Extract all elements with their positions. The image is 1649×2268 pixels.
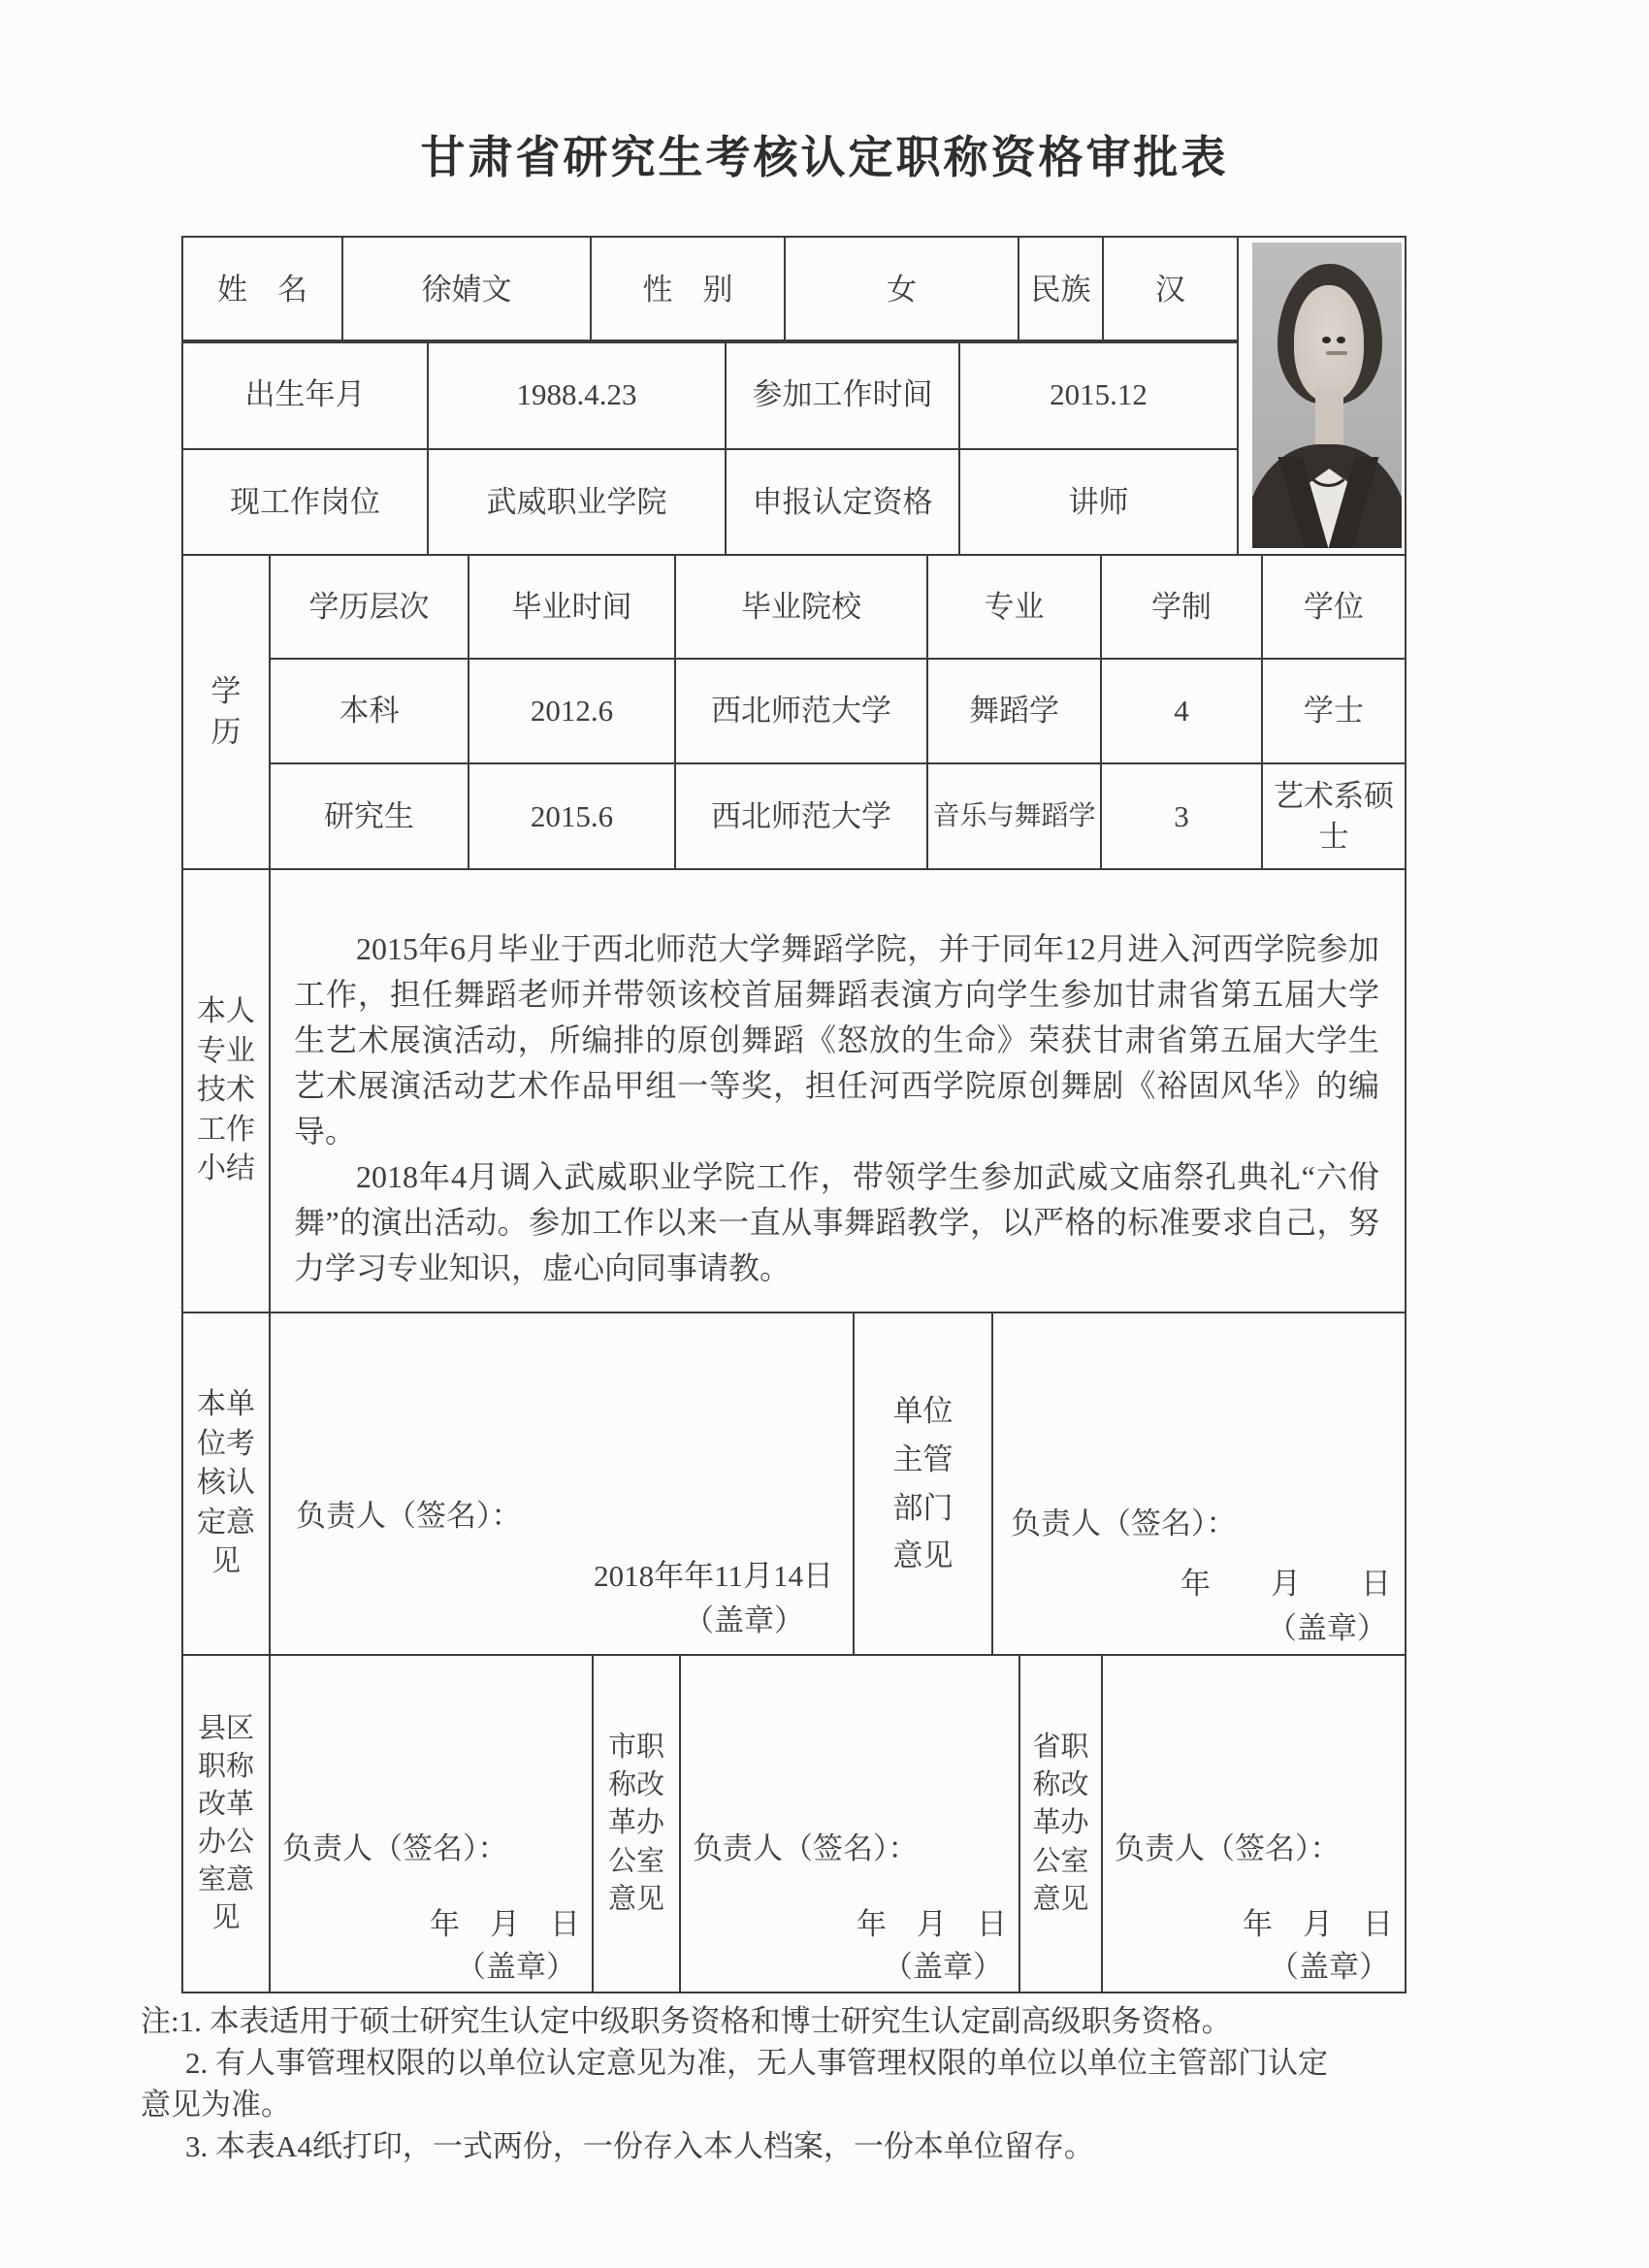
unit-opinion-label: 本单位考核认定意见 xyxy=(181,1312,271,1656)
name-label-cell: 姓 名 xyxy=(181,236,343,343)
edu-header-degree: 学位 xyxy=(1261,554,1406,660)
city-seal-label: （盖章） xyxy=(883,1950,1003,1984)
ethnic-label-cell: 民族 xyxy=(1018,236,1104,343)
unit-signer-label: 负责人（签名）： xyxy=(296,1499,522,1533)
dept-date: 年 月 日 xyxy=(1180,1567,1391,1601)
province-office-cell xyxy=(1101,1654,1406,1993)
province-signer-label: 负责人（签名）： xyxy=(1115,1831,1341,1865)
work-start-label-cell: 参加工作时间 xyxy=(725,340,960,450)
county-office-label: 县区职称改革办公室意见 xyxy=(181,1654,271,1993)
position-value-cell: 武威职业学院 xyxy=(427,448,727,556)
note-line-3: 意见为准。 xyxy=(141,2088,291,2122)
unit-opinion-cell xyxy=(269,1312,855,1656)
edu-row-bachelor-degree: 学士 xyxy=(1261,658,1406,764)
form-title: 甘肃省研究生考核认定职称资格审批表 xyxy=(420,133,1229,182)
county-date: 年 月 日 xyxy=(430,1907,580,1941)
edu-row-bachelor-duration: 4 xyxy=(1100,658,1263,764)
edu-row-bachelor-level: 本科 xyxy=(269,658,469,764)
dept-opinion-label: 单位主管部门意见 xyxy=(853,1312,993,1656)
summary-paragraph-1: 2015年6月毕业于西北师范大学舞蹈学院，并于同年12月进入河西学院参加工作，担任舞蹈老师并带领该校首届舞蹈表演方向学生参加甘肃省第五届大学生艺术展演活动，所编排的原创舞蹈《怒放的生命》荣获甘肃省第五届大学生艺术展演活动艺术作品甲组一等奖，担任河西学院原创舞剧《裕固风华》的编导。 xyxy=(294,931,1379,1149)
summary-content-cell xyxy=(269,868,1406,1313)
gender-label-cell: 性 别 xyxy=(590,236,786,343)
photo-face xyxy=(1294,285,1364,402)
dept-seal-label: （盖章） xyxy=(1267,1611,1387,1645)
note-line-1: 注:1. 本表适用于硕士研究生认定中级职务资格和博士研究生认定副高级职务资格。 xyxy=(141,2004,1232,2038)
note-line-4: 3. 本表A4纸打印，一式两份，一份存入本人档案，一份本单位留存。 xyxy=(185,2129,1094,2163)
birth-value-cell: 1988.4.23 xyxy=(427,340,727,450)
edu-header-gradtime: 毕业时间 xyxy=(468,554,676,660)
edu-row-grad-level: 研究生 xyxy=(269,762,469,870)
name-value-cell: 徐婧文 xyxy=(341,236,592,343)
photo-cell xyxy=(1237,236,1406,556)
city-office-cell xyxy=(679,1654,1020,1993)
edu-row-grad-major: 音乐与舞蹈学 xyxy=(926,762,1102,870)
unit-date: 2018年年11月14日 xyxy=(594,1559,833,1593)
edu-row-grad-duration: 3 xyxy=(1100,762,1263,870)
county-signer-label: 负责人（签名）： xyxy=(282,1831,508,1865)
gender-value-cell: 女 xyxy=(784,236,1019,343)
edu-header-major: 专业 xyxy=(926,554,1102,660)
city-signer-label: 负责人（签名）： xyxy=(693,1831,919,1865)
province-office-label: 省职称改革办公室意见 xyxy=(1018,1654,1103,1993)
unit-seal-label: （盖章） xyxy=(684,1604,804,1637)
city-office-label: 市职称改革办公室意见 xyxy=(592,1654,681,1993)
county-office-cell xyxy=(269,1654,594,1993)
edu-row-bachelor-school: 西北师范大学 xyxy=(674,658,928,764)
edu-row-grad-gradtime: 2015.6 xyxy=(468,762,676,870)
province-seal-label: （盖章） xyxy=(1269,1950,1389,1984)
summary-section-label: 本人专业技术工作小结 xyxy=(181,868,271,1313)
photo-necklace xyxy=(1306,444,1350,487)
birth-label-cell: 出生年月 xyxy=(181,340,429,450)
province-date: 年 月 日 xyxy=(1243,1907,1393,1941)
edu-header-school: 毕业院校 xyxy=(674,554,928,660)
edu-header-level: 学历层次 xyxy=(269,554,469,660)
note-line-2: 2. 有人事管理权限的以单位认定意见为准，无人事管理权限的单位以单位主管部门认定 xyxy=(185,2046,1328,2080)
edu-header-duration: 学制 xyxy=(1100,554,1263,660)
ethnic-value-cell: 汉 xyxy=(1102,236,1239,343)
summary-text xyxy=(271,870,1405,1291)
qualification-label-cell: 申报认定资格 xyxy=(725,448,960,556)
county-seal-label: （盖章） xyxy=(456,1950,576,1984)
edu-row-bachelor-gradtime: 2012.6 xyxy=(468,658,676,764)
work-start-value-cell: 2015.12 xyxy=(958,340,1239,450)
education-section-label: 学历 xyxy=(181,554,271,870)
id-photo xyxy=(1252,243,1402,548)
edu-row-grad-degree: 艺术系硕士 xyxy=(1261,762,1406,870)
edu-row-grad-school: 西北师范大学 xyxy=(674,762,928,870)
dept-opinion-cell xyxy=(991,1312,1406,1656)
footer-notes xyxy=(141,2000,1518,2167)
city-date: 年 月 日 xyxy=(857,1907,1007,1941)
summary-paragraph-2: 2018年4月调入武威职业学院工作，带领学生参加武威文庙祭孔典礼“六佾舞”的演出活动。参加工作以来一直从事舞蹈教学，以严格的标准要求自己，努力学习专业知识，虚心向同事请教。 xyxy=(294,1159,1379,1285)
position-label-cell: 现工作岗位 xyxy=(181,448,429,556)
edu-row-bachelor-major: 舞蹈学 xyxy=(926,658,1102,764)
qualification-value-cell: 讲师 xyxy=(958,448,1239,556)
dept-signer-label: 负责人（签名）： xyxy=(1011,1507,1237,1540)
